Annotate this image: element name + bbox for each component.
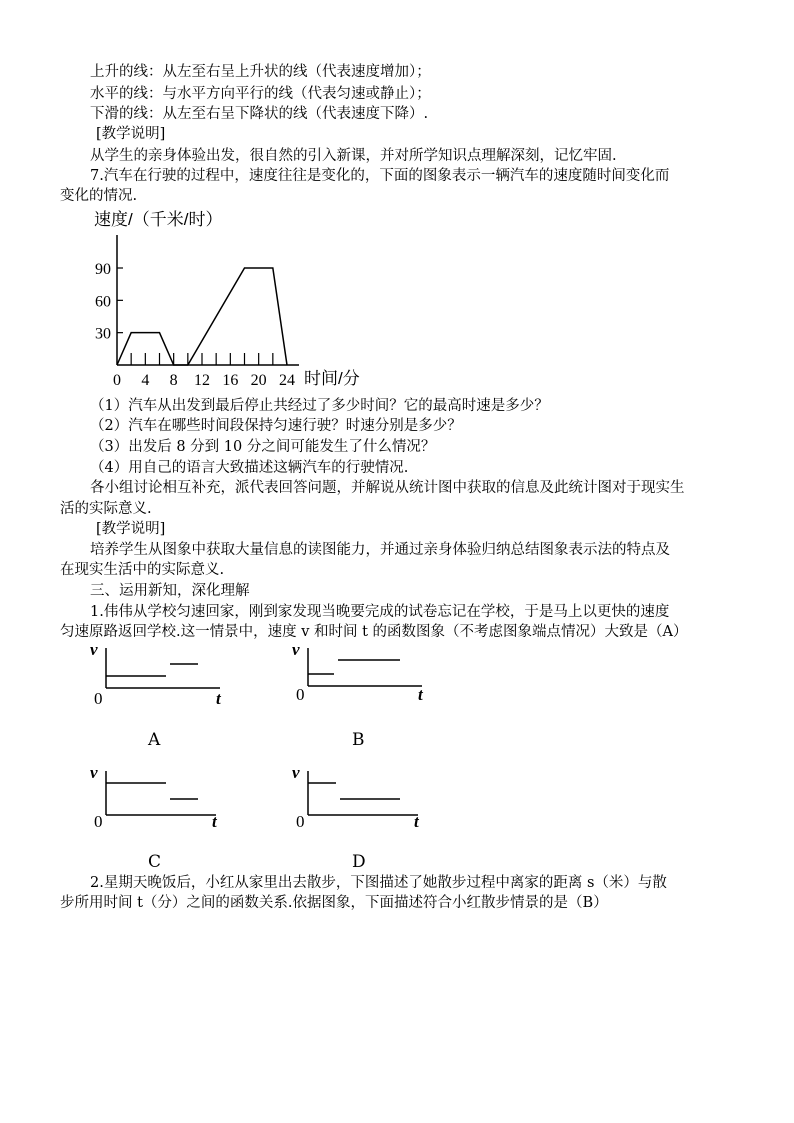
rising-line-text: 上升的线：从左至右呈上升状的线（代表速度增加）；	[90, 64, 431, 80]
option-c-label: C	[148, 852, 162, 872]
section-3-title: 三、运用新知，深化理解	[90, 583, 250, 599]
x-tick-label: 8	[169, 372, 178, 389]
option-graph-a	[88, 640, 248, 710]
chart-axes	[117, 235, 299, 365]
v-axis-label: v	[90, 763, 98, 782]
horizontal-line-text: 水平的线：与水平方向平行的线（代表匀速或静止）；	[90, 86, 431, 102]
origin-label: 0	[94, 689, 103, 708]
option-graph-b	[290, 640, 450, 710]
v-axis-label: v	[292, 763, 300, 782]
option-graph-c	[88, 763, 248, 833]
speed-series-line	[117, 268, 287, 365]
x-tick-label: 20	[250, 372, 267, 389]
y-tick-label: 90	[95, 261, 111, 278]
chart-x-ticks	[113, 353, 295, 389]
teaching-note-label: [教学说明]	[96, 126, 166, 142]
y-tick-label: 30	[95, 325, 111, 343]
v-axis-label: v	[292, 640, 300, 659]
t-axis-label: t	[216, 689, 221, 708]
problem-2-line2: 步所用时间 t（分）之间的函数关系.依据图象，下面描述符合小红散步情景的是（B）	[60, 895, 608, 911]
option-a-label: A	[148, 730, 161, 750]
falling-line-text: 下滑的线：从左至右呈下降状的线（代表速度下降）.	[90, 106, 429, 122]
question-7-line2: 变化的情况.	[60, 188, 138, 204]
x-tick-label: 12	[194, 372, 210, 389]
speed-time-chart	[80, 205, 480, 390]
chart-xlabel: 时间/分	[304, 369, 360, 388]
discussion-line2: 活的实际意义.	[60, 501, 152, 517]
teaching-note-2-line2: 在现实生活中的实际意义.	[60, 562, 225, 578]
x-tick-label: 16	[222, 372, 239, 389]
x-tick-label: 4	[141, 372, 150, 389]
x-tick-label: 0	[113, 372, 121, 389]
origin-label: 0	[296, 812, 305, 831]
x-tick-label: 24	[279, 372, 295, 389]
option-b-label: B	[352, 730, 365, 750]
v-axis-label: v	[90, 640, 98, 659]
origin-label: 0	[94, 812, 103, 831]
t-axis-label: t	[212, 812, 217, 831]
problem-1-line2: 匀速原路返回学校.这一情景中，速度 v 和时间 t 的函数图象（不考虑图象端点情况）大致是（A）	[60, 624, 688, 640]
question-7-1: （1）汽车从出发到最后停止共经过了多少时间？它的最高时速是多少？	[90, 398, 549, 414]
t-axis-label: t	[414, 812, 419, 831]
problem-1-line1: 1.伟伟从学校匀速回家，刚到家发现当晚要完成的试卷忘记在学校，于是马上以更快的速度	[90, 604, 670, 620]
teaching-note-text: 从学生的亲身体验出发，很自然的引入新课，并对所学知识点理解深刻，记忆牢固.	[90, 148, 617, 164]
teaching-note-2-label: [教学说明]	[96, 521, 166, 537]
question-7-4: （4）用自己的语言大致描述这辆汽车的行驶情况.	[90, 460, 409, 476]
question-7-line1: 7.汽车在行驶的过程中，速度往往是变化的，下面的图象表示一辆汽车的速度随时间变化而	[90, 168, 670, 184]
option-d-label: D	[352, 852, 366, 872]
problem-2-line1: 2.星期天晚饭后，小红从家里出去散步，下图描述了她散步过程中离家的距离 s（米）与散	[90, 875, 667, 891]
y-tick-label: 60	[95, 293, 111, 311]
question-7-2: （2）汽车在哪些时间段保持匀速行驶？时速分别是多少？	[90, 418, 462, 434]
t-axis-label: t	[418, 685, 423, 704]
teaching-note-2-line1: 培养学生从图象中获取大量信息的读图能力，并通过亲身体验归纳总结图象表示法的特点及	[90, 542, 670, 558]
question-7-3: （3）出发后 8 分到 10 分之间可能发生了什么情况？	[90, 439, 436, 455]
option-graph-d	[290, 763, 450, 833]
origin-label: 0	[296, 685, 305, 704]
chart-y-ticks	[95, 261, 123, 343]
discussion-line1: 各小组讨论相互补充，派代表回答问题，并解说从统计图中获取的信息及此统计图对于现实生	[90, 480, 685, 496]
chart-ylabel: 速度/（千米/时）	[94, 210, 223, 229]
